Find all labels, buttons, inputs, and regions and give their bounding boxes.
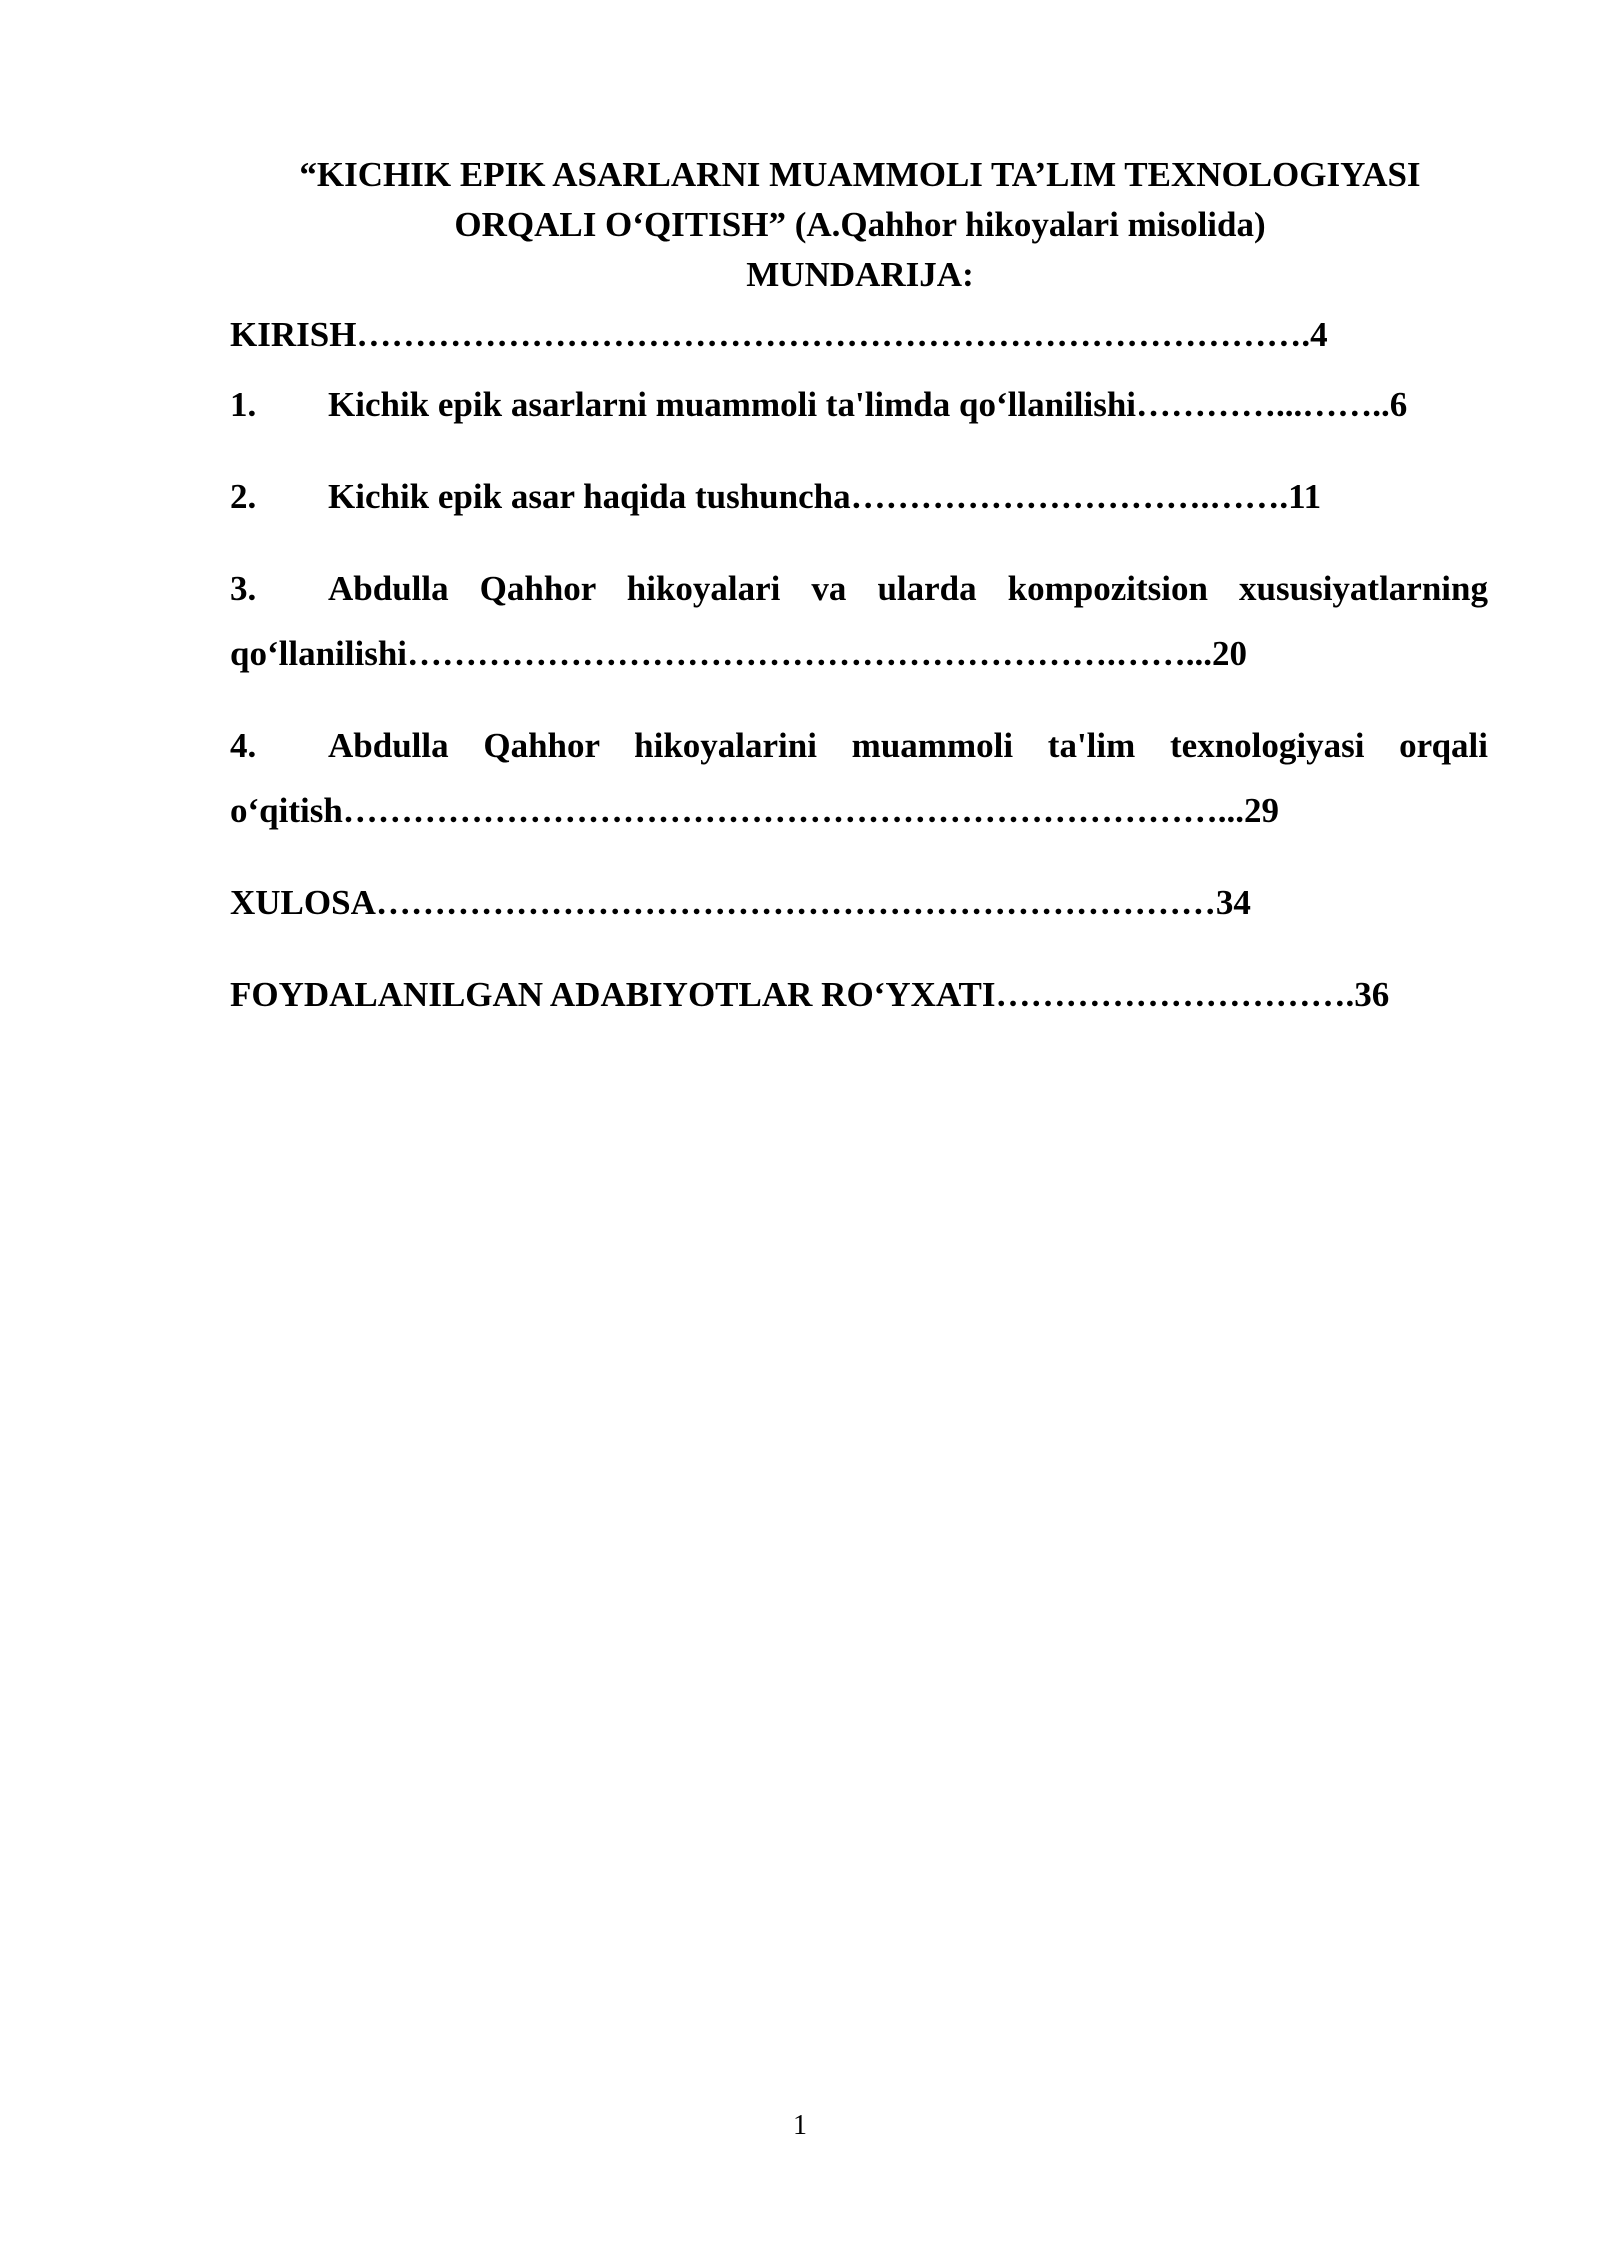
toc-entry-3-text: Abdulla Qahhor hikoyalari va ularda kompozitsion xususiyatlarning (328, 569, 1488, 608)
toc-entry-1-number: 1. (230, 385, 257, 424)
toc-entry-3 (230, 569, 1488, 609)
contents-heading: MUNDARIJA: (746, 255, 974, 294)
toc-entry-2 (230, 477, 1321, 517)
toc-entry-kirish: KIRISH……………………………………………………………………….4 (230, 315, 1328, 354)
title-line-1: “KICHIK EPIK ASARLARNI MUAMMOLI TA’LIM TEXNOLOGIYASI (299, 155, 1421, 194)
toc-entry-1 (230, 385, 1407, 425)
title-block (230, 150, 1490, 300)
page-number: 1 (793, 2110, 807, 2141)
toc-entry-3-number: 3. (230, 569, 257, 608)
title-line-2: ORQALI O‘QITISH” (A.Qahhor hikoyalari misolida) (454, 205, 1266, 244)
toc-entry-4 (230, 726, 1488, 766)
toc-entry-1-text: Kichik epik asarlarni muammoli ta'limda qo‘llanilishi…………...……..6 (328, 385, 1408, 424)
toc-entry-4-text: Abdulla Qahhor hikoyalarini muammoli ta'lim texnologiyasi orqali (328, 726, 1488, 765)
toc-entry-4-number: 4. (230, 726, 257, 765)
toc-entry-4-continuation: o‘qitish…………………………………………………………………...29 (230, 791, 1280, 830)
toc-entry-xulosa: XULOSA………………………………………………………………34 (230, 883, 1251, 922)
toc-entry-3-continuation: qo‘llanilishi…………………………………………………….……...20 (230, 634, 1248, 673)
toc-entry-2-text: Kichik epik asar haqida tushuncha………………………….…….11 (328, 477, 1322, 516)
toc-entry-adabiyotlar: FOYDALANILGAN ADABIYOTLAR RO‘YXATI………………………….36 (230, 975, 1390, 1014)
toc-entry-2-number: 2. (230, 477, 257, 516)
